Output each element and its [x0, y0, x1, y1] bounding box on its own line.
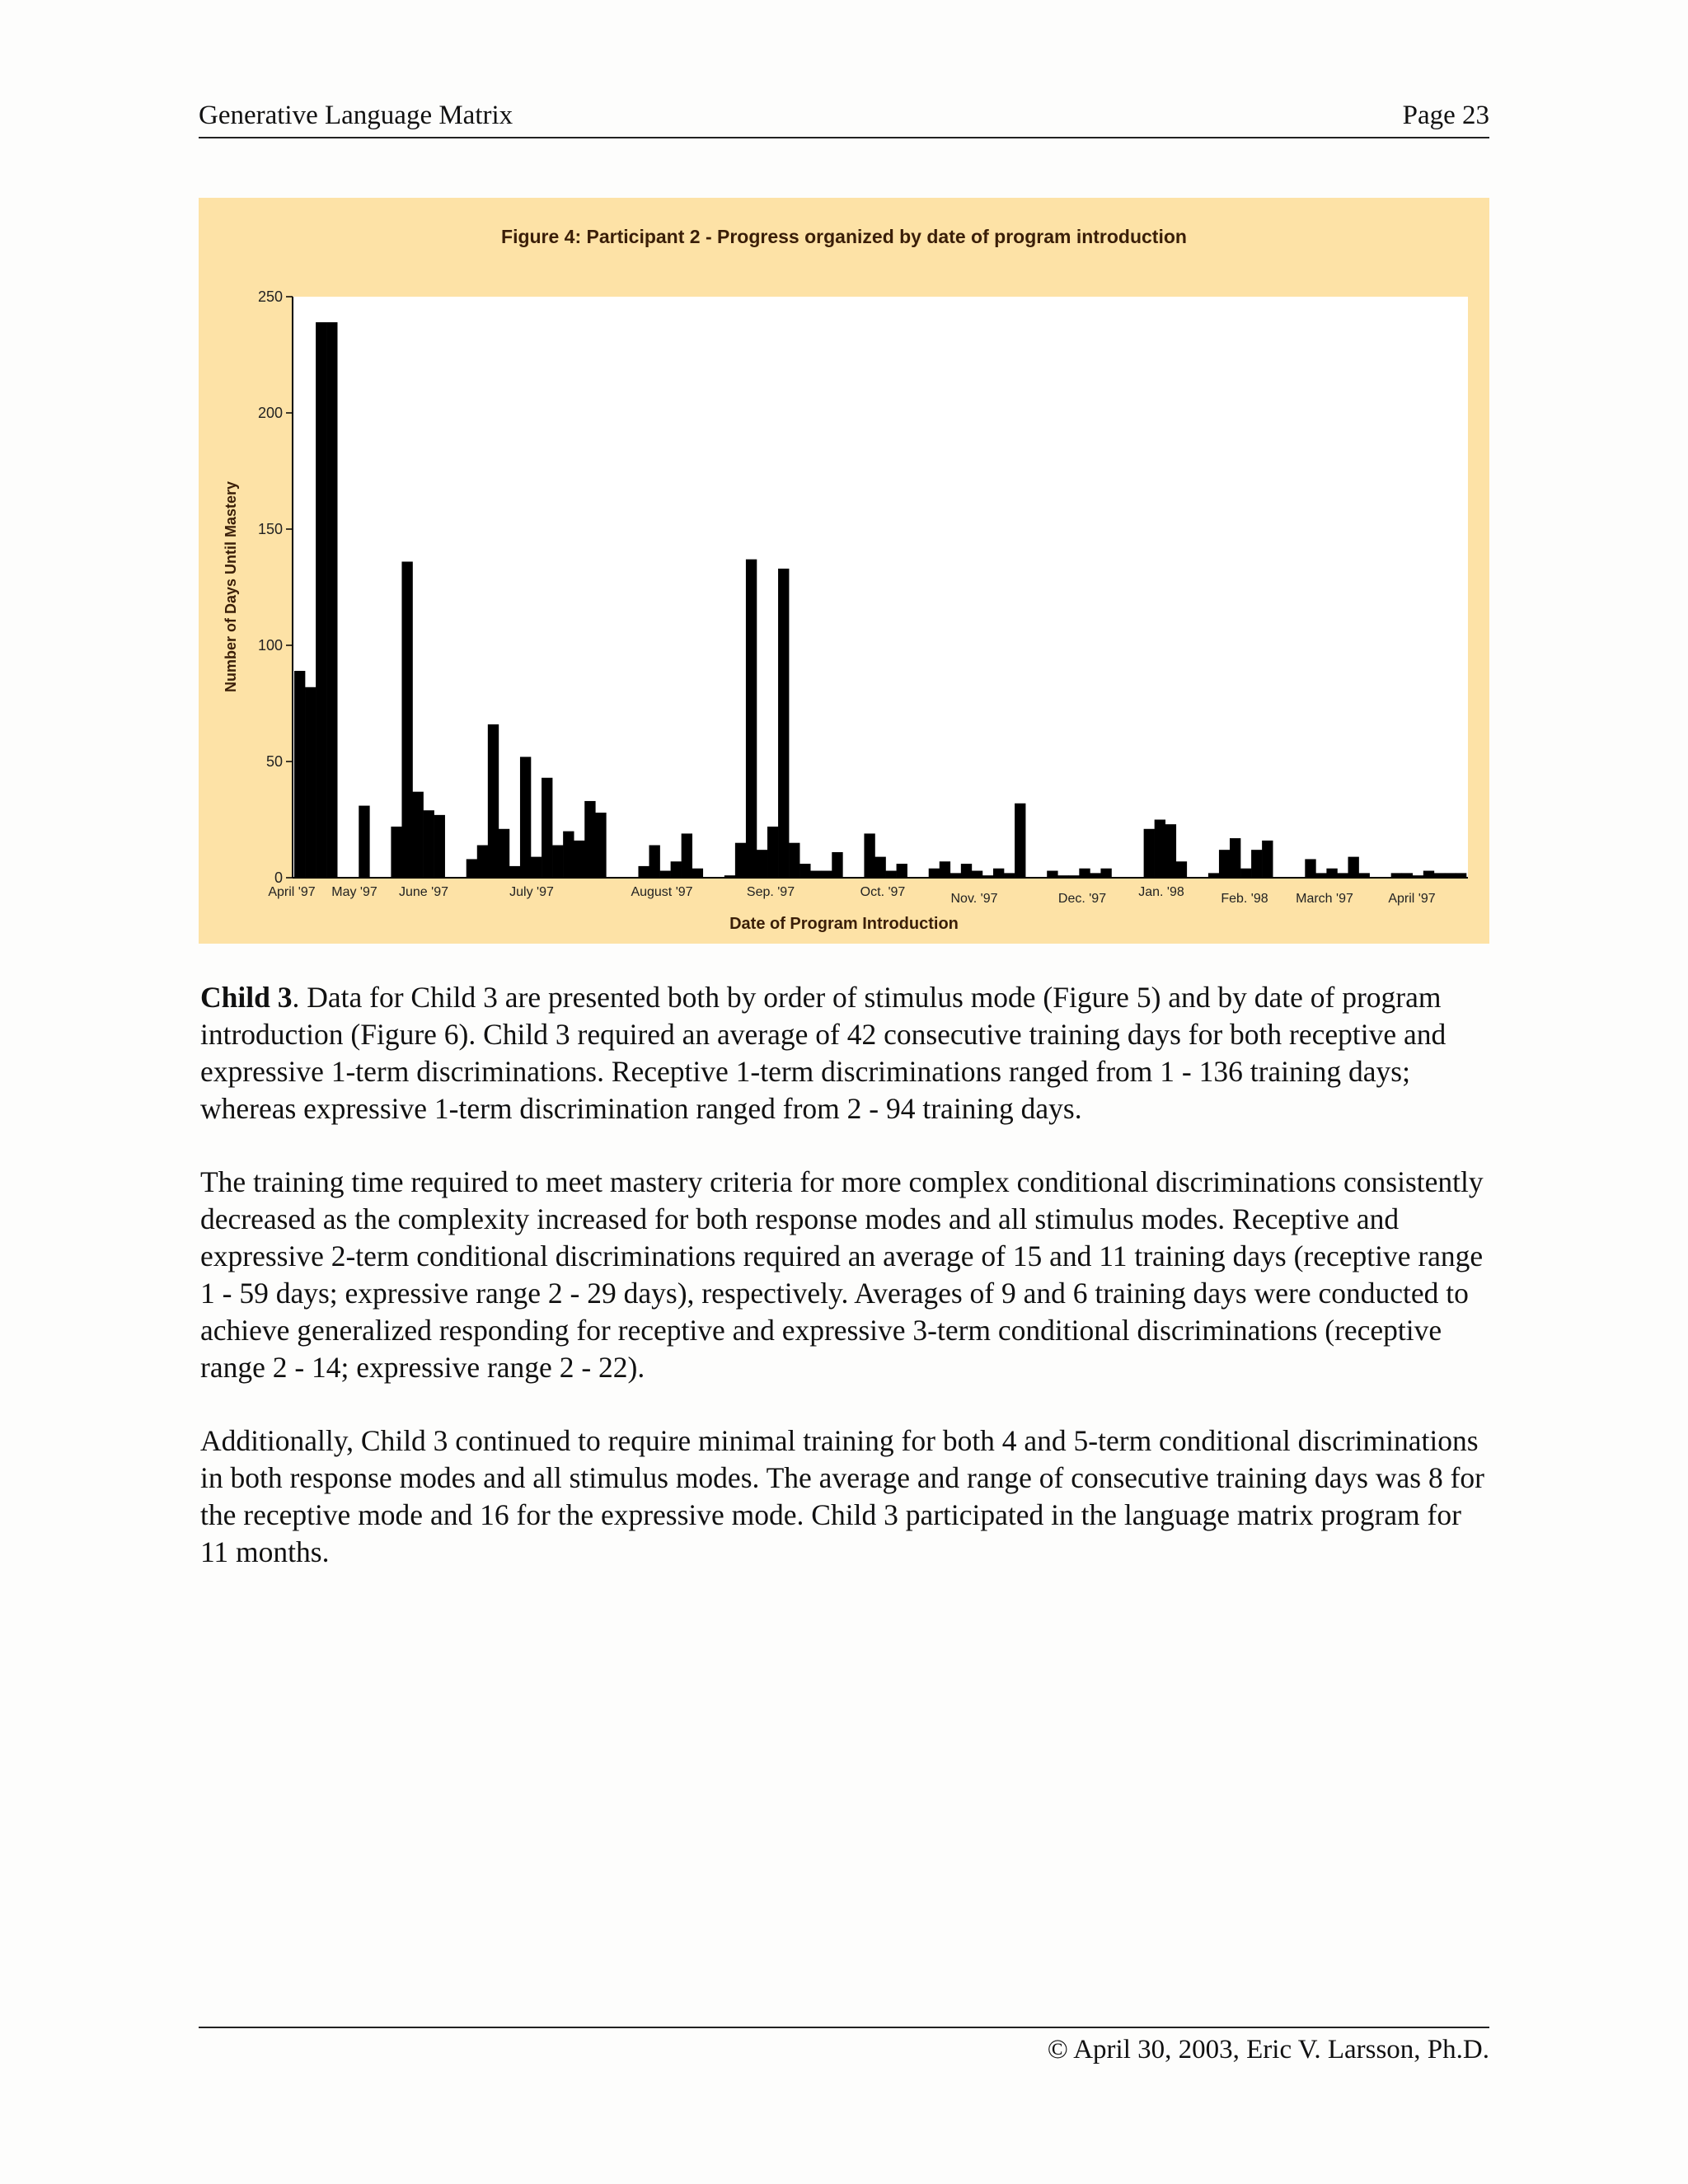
y-tick-label: 0 [274, 869, 283, 886]
bar [810, 871, 821, 878]
bar [424, 810, 434, 878]
bar [467, 859, 477, 878]
x-axis-label: Date of Program Introduction [729, 915, 959, 933]
copyright: © April 30, 2003, Eric V. Larsson, Ph.D. [1047, 2035, 1489, 2064]
bar [1079, 869, 1090, 878]
y-tick-label: 150 [257, 521, 283, 537]
bar [638, 866, 649, 878]
bar [874, 857, 885, 878]
page-header [199, 97, 1489, 138]
x-tick-label: March '97 [1296, 892, 1353, 906]
bar [488, 724, 499, 878]
x-tick-label: May '97 [331, 885, 377, 899]
paragraph-3: Additionally, Child 3 continued to require minimal training for both 4 and 5-term conditional discriminations in both response modes and all stimulus modes. The average and range of consecutive training days was 8 for the receptive mode and 16 for the expressive mode. Child 3 participated in the language matrix program for 11 months. [200, 1424, 1484, 1568]
bar [1230, 838, 1240, 878]
x-tick-label: Feb. '98 [1221, 892, 1268, 906]
bar [660, 871, 671, 878]
x-tick-label: Dec. '97 [1057, 892, 1107, 906]
x-tick-label: Oct. '97 [860, 885, 906, 899]
bar [359, 806, 369, 878]
bar [542, 778, 552, 878]
bar [294, 671, 305, 878]
bar [1240, 869, 1251, 878]
bar [671, 861, 682, 878]
bar [1165, 824, 1176, 878]
bar [767, 827, 778, 878]
y-tick-label: 200 [257, 405, 283, 421]
y-tick-label: 250 [257, 288, 283, 305]
bar [886, 871, 897, 878]
bar [682, 833, 692, 878]
plot-area [293, 297, 1468, 878]
bar-chart [199, 198, 1489, 944]
chart-title: Figure 4: Participant 2 - Progress organized by date of program introduction [501, 226, 1187, 247]
y-tick-label: 50 [265, 753, 283, 770]
bar [509, 866, 520, 878]
x-tick-label: April '97 [268, 885, 316, 899]
bar [832, 852, 842, 878]
bar [477, 846, 488, 878]
bar [757, 850, 767, 878]
figure-4 [199, 198, 1489, 944]
bar [520, 757, 531, 878]
bar [789, 843, 799, 878]
bar [649, 846, 660, 878]
bar [1219, 850, 1230, 878]
paragraph-1 [200, 979, 1489, 1127]
bar [929, 869, 940, 878]
running-title: Generative Language Matrix [199, 101, 513, 130]
bar [305, 687, 316, 878]
x-tick-label: April '97 [1388, 892, 1436, 906]
bar [1326, 869, 1337, 878]
bar [531, 857, 542, 878]
paragraph-1-text: . Data for Child 3 are presented both by order of stimulus mode (Figure 5) and by date of program introduction (Figure 6). Child 3 required an average of 42 consecutive training days for both receptive and expressive 1-term discriminations. Receptive 1-term discriminations ranged from 1 - 136 training days; whereas expressive 1-term discrimination ranged from 2 - 94 training days. [200, 981, 1447, 1125]
page-footer [199, 2027, 1489, 2064]
bar [746, 560, 757, 878]
bar [1015, 804, 1025, 878]
y-axis-label: Number of Days Until Mastery [223, 480, 239, 693]
bar [391, 827, 401, 878]
body-text [200, 979, 1489, 1607]
bar [778, 569, 789, 878]
bar [1251, 850, 1262, 878]
bar [940, 861, 950, 878]
bar [993, 869, 1004, 878]
bar [413, 792, 424, 878]
bar [595, 813, 606, 878]
child-3-heading: Child 3 [200, 981, 293, 1014]
x-tick-label: Jan. '98 [1138, 885, 1184, 899]
bar [1305, 859, 1315, 878]
bar [799, 864, 810, 878]
x-tick-label: August '97 [631, 885, 693, 899]
x-tick-label: June '97 [399, 885, 448, 899]
bar [961, 864, 972, 878]
x-tick-label: July '97 [509, 885, 554, 899]
bar [1348, 857, 1359, 878]
bar [1176, 861, 1187, 878]
bar [864, 833, 874, 878]
bar [821, 871, 832, 878]
bar [1155, 820, 1165, 879]
bar [1047, 871, 1057, 878]
paragraph-2: The training time required to meet mastery criteria for more complex conditional discriminations consistently decreased as the complexity increased for both response modes and all stimulus modes. Receptive and expressive 2-term conditional discriminations required an average of 15 and 11 training days (receptive range 1 - 59 days; expressive range 2 - 29 days), respectively. Averages of 9 and 6 training days were conducted to achieve generalized responding for receptive and expressive 3-term conditional discriminations (receptive range 2 - 14; expressive range 2 - 22). [200, 1165, 1484, 1384]
bar [563, 832, 574, 878]
bar [574, 841, 584, 878]
bar [692, 869, 703, 878]
bar [972, 871, 982, 878]
bar [552, 846, 563, 878]
page-number: Page 23 [1402, 101, 1489, 130]
bar [316, 322, 326, 878]
bar [1423, 871, 1434, 878]
bar [326, 322, 337, 878]
y-tick-label: 100 [257, 637, 283, 654]
x-tick-label: Nov. '97 [950, 892, 998, 906]
bar [401, 561, 412, 878]
bar [584, 801, 595, 878]
bar [1262, 841, 1273, 878]
bar [897, 864, 907, 878]
bar [499, 829, 509, 878]
bar [735, 843, 746, 878]
bar [1100, 869, 1111, 878]
bar [1144, 829, 1155, 878]
x-tick-label: Sep. '97 [746, 885, 795, 899]
bar [434, 815, 445, 878]
